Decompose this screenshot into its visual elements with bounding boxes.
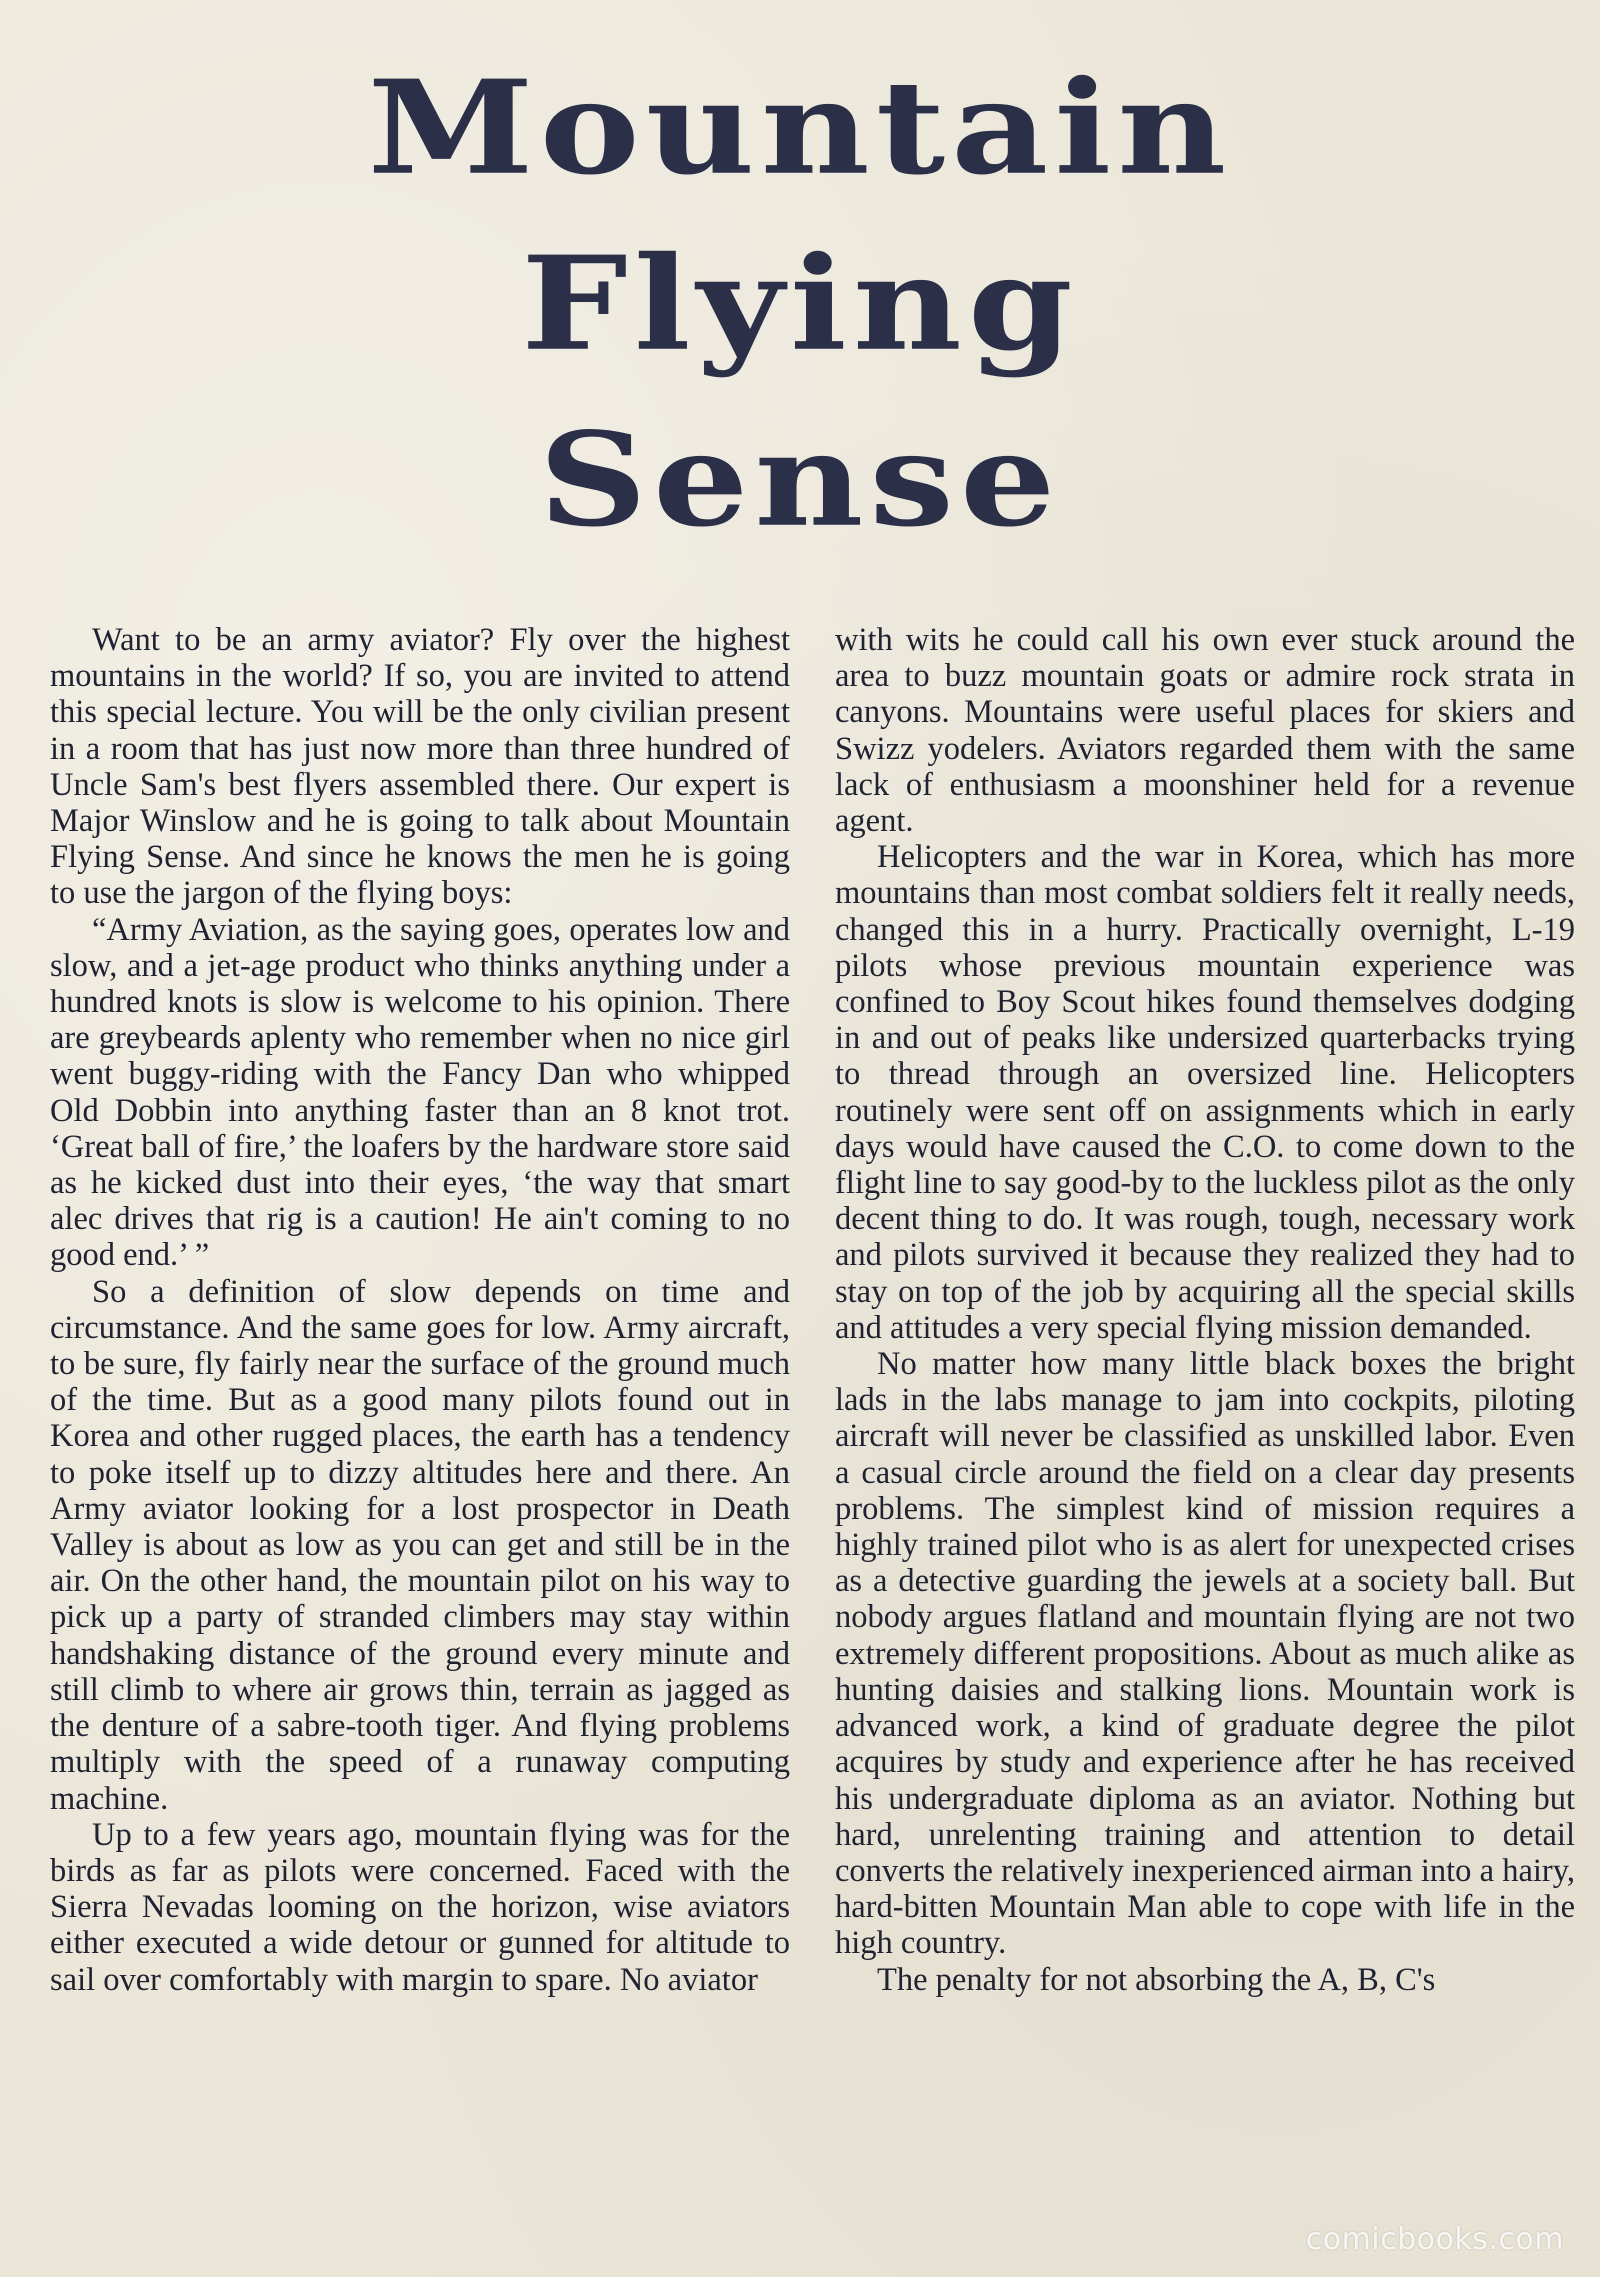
left-paragraph-1: Want to be an army aviator? Fly over the highest mountains in the world? If so, you are invited to attend this special lecture. You will be the only civilian present in a room that has just now more than three hundred of Uncle Sam's best flyers assembled there. Our expert is Major Winslow and he is going to talk about Mountain Flying Sense. And since he knows the men he is going to use the jargon of the flying boys: — [50, 622, 790, 912]
article-title — [0, 40, 1600, 568]
title-line-2: Flying — [521, 228, 1079, 380]
right-column — [835, 622, 1575, 1998]
title-line-3: Sense — [538, 404, 1062, 556]
left-paragraph-4: Up to a few years ago, mountain flying was for the birds as far as pilots were concerned. Faced with the Sierra Nevadas looming on the horizon, wise aviators either executed a wide detour or gunned for altitude to sail over comfortably with margin to spare. No aviator — [50, 1816, 790, 1998]
title-line-1: Mountain — [367, 52, 1233, 204]
right-paragraph-2: Helicopters and the war in Korea, which has more mountains than most combat soldiers felt it really needs, changed this in a hurry. Practically overnight, L-19 pilots whose previous mountain experience was confined to Boy Scout hikes found themselves dodging in and out of peaks like undersized quarterbacks trying to thread through an oversized line. Helicopters routinely were sent off on assignments which in early days would have caused the C.O. to come down to the flight line to say good-by to the luckless pilot as the only decent thing to do. It was rough, tough, necessary work and pilots survived it because they realized they had to stay on top of the job by acquiring all the special skills and attitudes a very special flying mission demanded. — [835, 839, 1575, 1346]
site-watermark: comicbooks.com — [1305, 2222, 1564, 2257]
left-paragraph-2: “Army Aviation, as the saying goes, operates low and slow, and a jet-age product who thinks anything under a hundred knots is slow is welcome to his opinion. There are greybeards aplenty who remember when no nice girl went buggy-riding with the Fancy Dan who whipped Old Dobbin into anything faster than an 8 knot trot. ‘Great ball of fire,’ the loafers by the hardware store said as he kicked dust into their eyes, ‘the way that smart alec drives that rig is a caution! He ain't coming to no good end.’ ” — [50, 911, 790, 1274]
right-paragraph-3: No matter how many little black boxes the bright lads in the labs manage to jam into cockpits, piloting aircraft will never be classified as unskilled labor. Even a casual circle around the field on a clear day presents problems. The simplest kind of mission requires a highly trained pilot who is as alert for unexpected crises as a detective guarding the jewels at a society ball. But nobody argues flatland and mountain flying are not two extremely different propositions. About as much alike as hunting daisies and stalking lions. Mountain work is advanced work, a kind of graduate degree the pilot acquires by study and experience after he has received his undergraduate diploma as an aviator. Nothing but hard, unrelenting training and attention to detail converts the relatively inexperienced airman into a hairy, hard-bitten Mountain Man able to cope with life in the high country. — [835, 1346, 1575, 1962]
right-paragraph-4: The penalty for not absorbing the A, B, C's — [877, 1961, 1436, 1998]
right-paragraph-1: with wits he could call his own ever stuck around the area to buzz mountain goats or admire rock strata in canyons. Mountains were useful places for skiers and Swizz yodelers. Aviators regarded them with the same lack of enthusiasm a moonshiner held for a revenue agent. — [835, 622, 1575, 840]
left-paragraph-3: So a definition of slow depends on time and circumstance. And the same goes for low. Army aircraft, to be sure, fly fairly near the surface of the ground much of the time. But as a good many pilots found out in Korea and other rugged places, the earth has a tendency to poke itself up to dizzy altitudes here and there. An Army aviator looking for a lost prospector in Death Valley is about as low as you can get and still be in the air. On the other hand, the mountain pilot on his way to pick up a party of stranded climbers may stay within handshaking distance of the ground every minute and still climb to where air grows thin, terrain as jagged as the denture of a sabre-tooth tiger. And flying problems multiply with the speed of a runaway computing machine. — [50, 1273, 790, 1817]
left-column — [50, 622, 790, 1998]
